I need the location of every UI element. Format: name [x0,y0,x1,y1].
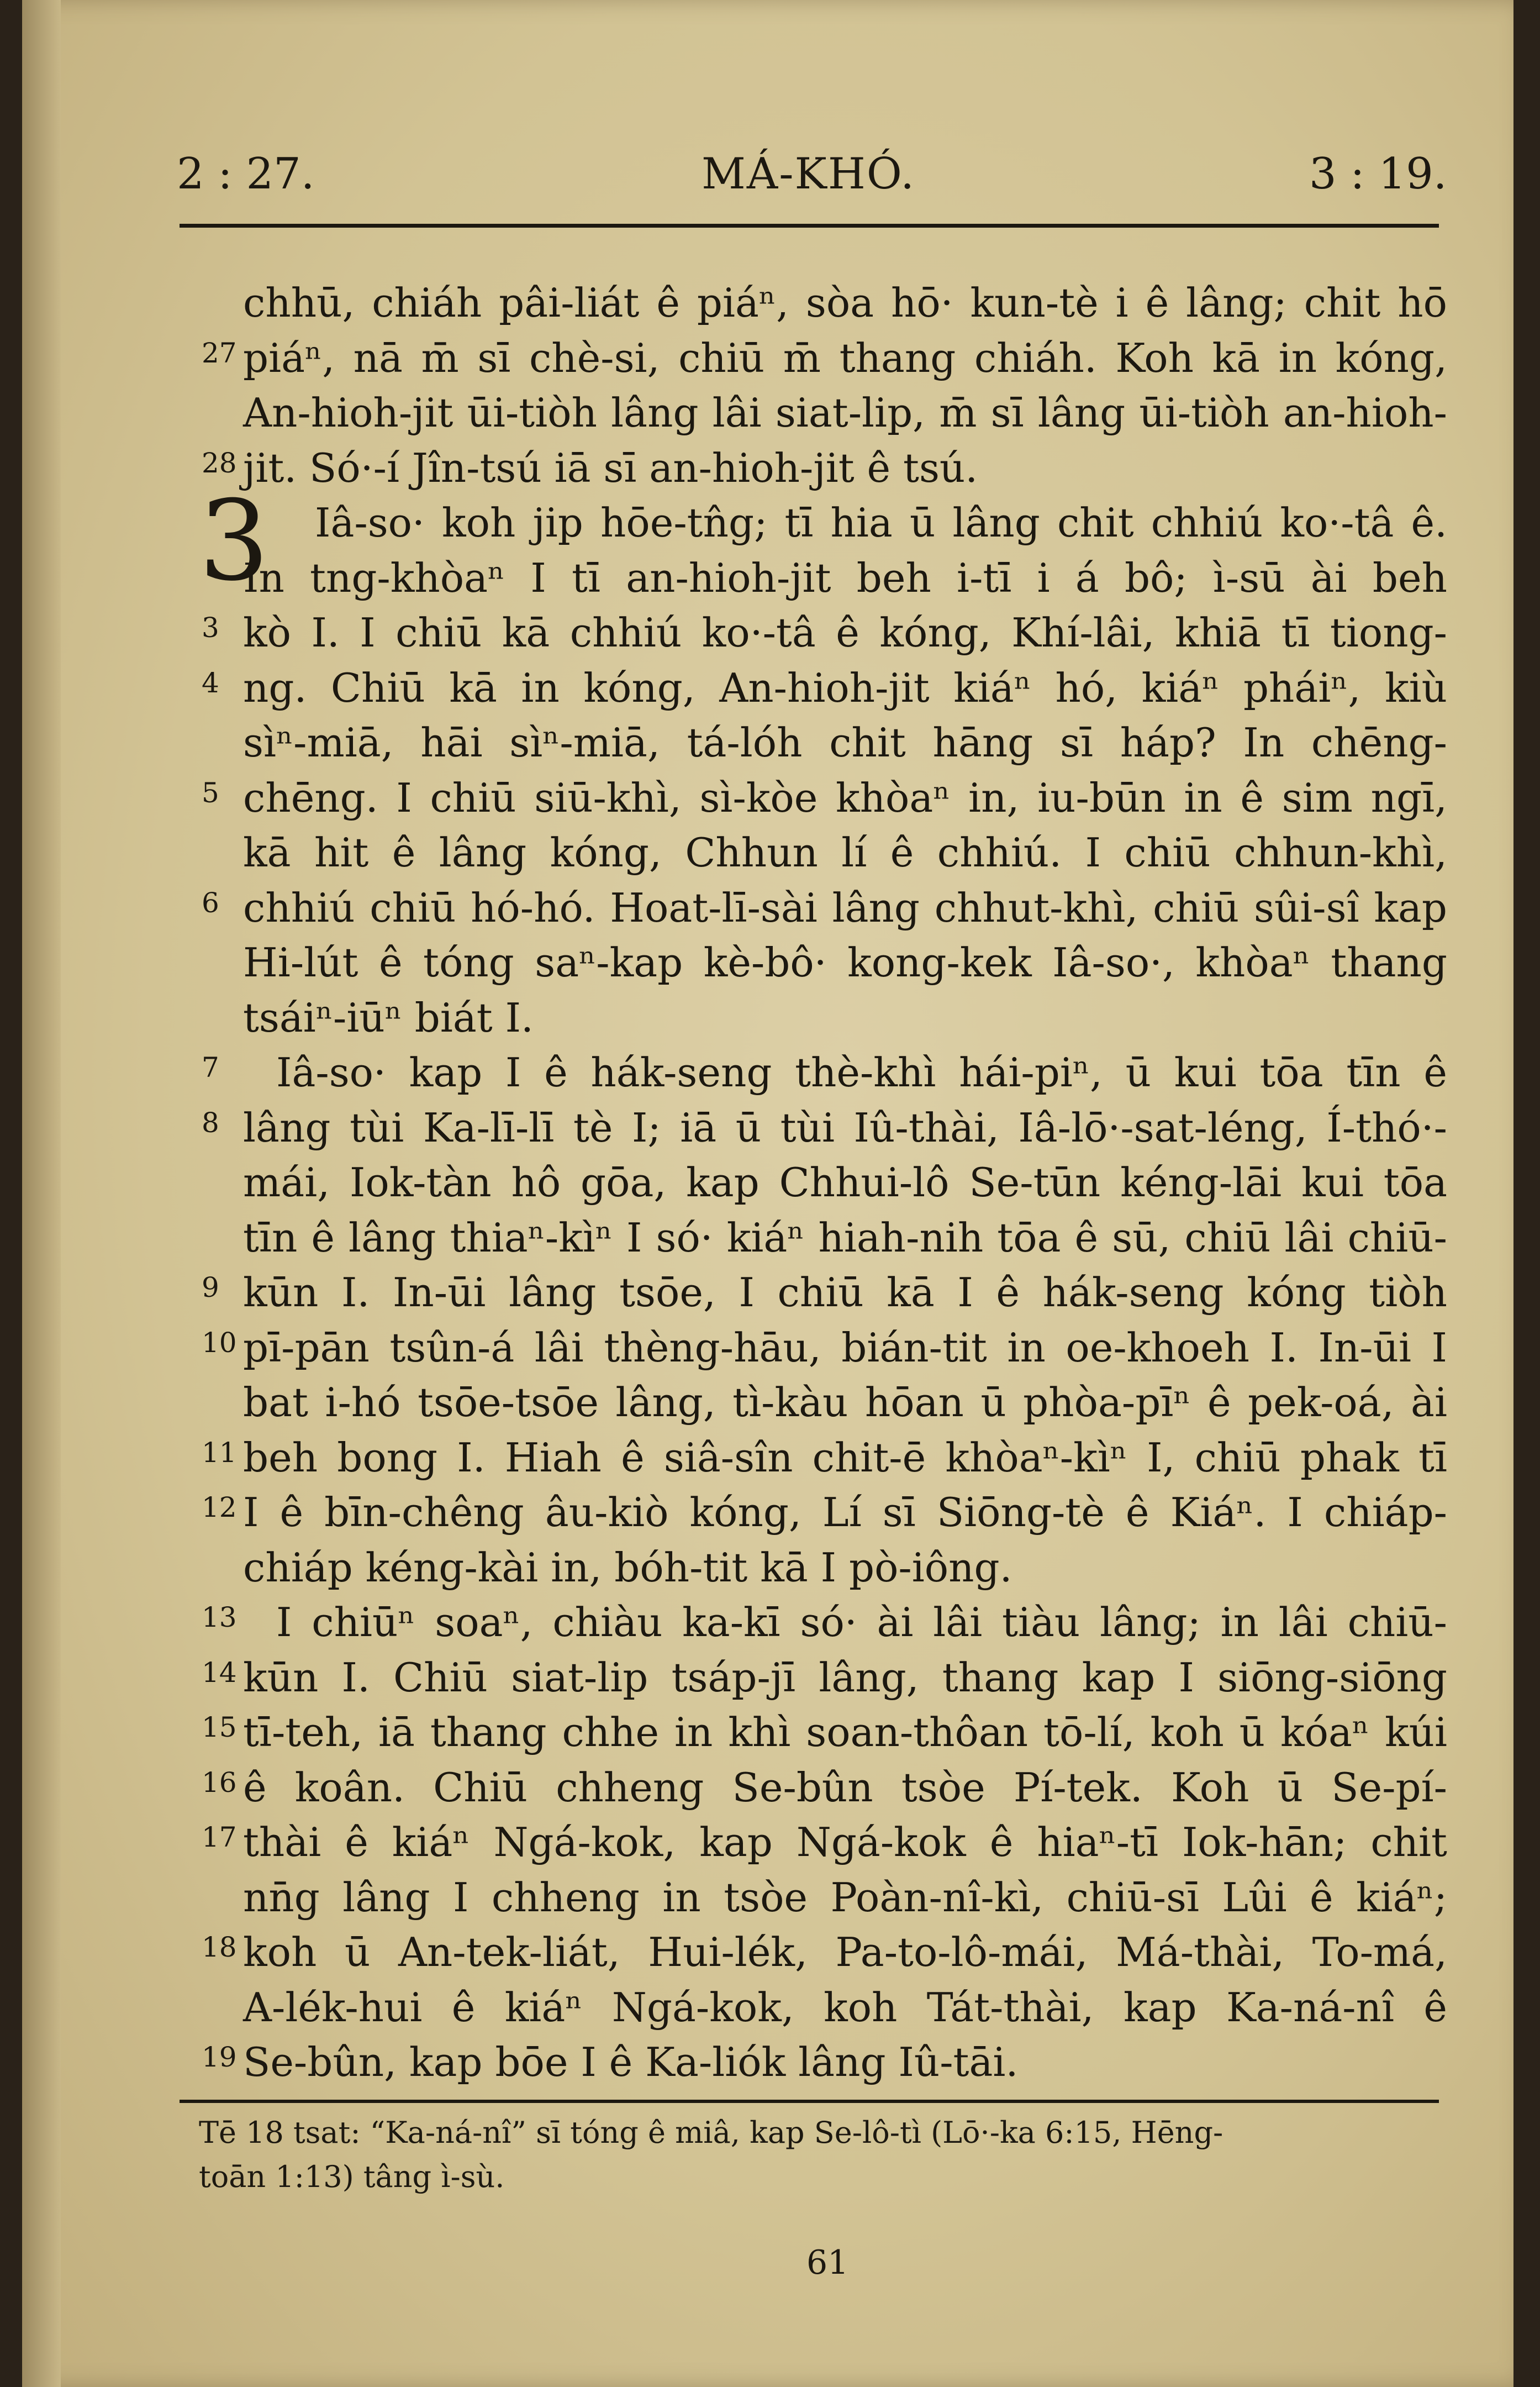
page-number: 61 [806,2243,849,2282]
verse-number: 9 [202,1271,219,1303]
text-line [22,2036,1513,2091]
verse-number: 6 [202,886,219,919]
verse-number: 28 [202,446,237,479]
text-line [22,1541,1513,1596]
text-line [22,386,1513,441]
verse-number: 16 [202,1766,237,1799]
line-text: tī-teh, iā thang chhe in khì soan-thôan tō-lí, koh ū kóaⁿ kúi [243,1709,1447,1755]
text-line [22,606,1513,661]
line-text: kūn I. In-ūi lâng tsōe, I chiū kā I ê hák-seng kóng tiòh [243,1269,1447,1316]
line-text: kūn I. Chiū siat-lip tsáp-jī lâng, thang kap I siōng-siōng [243,1654,1447,1701]
line-text: An-hioh-jit ūi-tiòh lâng lâi siat-lip, m̄ sī lâng ūi-tiòh an-hioh- [243,390,1447,436]
header-rule [180,224,1439,228]
verse-number: 3 [202,612,219,644]
text-line [22,276,1513,332]
line-text: koh ū An-tek-liát, Hui-lék, Pa-to-lô-mái, Má-thài, To-má, [243,1929,1447,1975]
line-text: chiáp kéng-kài in, bóh-tit kā I pò-iông. [243,1544,1012,1591]
line-text: kò I. I chiū kā chhiú ko·-tâ ê kóng, Khí-lâi, khiā tī tiong- [243,609,1447,656]
line-text: sìⁿ-miā, hāi sìⁿ-miā, tá-lóh chit hāng sī háp? In chēng- [243,719,1447,766]
line-text: chhiú chiū hó-hó. Hoat-lī-sài lâng chhut-khì, chiū sûi-sî kap [243,884,1447,931]
line-text: pī-pān tsûn-á lâi thèng-hāu, bián-tit in oe-khoeh I. In-ūi I [243,1324,1447,1371]
text-line [22,1596,1513,1651]
verse-number: 27 [202,337,237,369]
text-line [22,661,1513,717]
text-line [22,1431,1513,1486]
text-line [22,1321,1513,1376]
line-text: tsáiⁿ-iūⁿ biát I. [243,994,534,1041]
running-header-left: 2 : 27. [177,149,315,199]
text-line [22,1816,1513,1871]
verse-number: 17 [202,1821,237,1853]
verse-number: 5 [202,776,219,809]
line-text: In tng-khòaⁿ I tī an-hioh-jit beh i-tī i á bô; ì-sū ài beh [243,554,1447,601]
line-text: ng. Chiū kā in kóng, An-hioh-jit kiáⁿ hó, kiáⁿ pháiⁿ, kiù [243,664,1447,711]
line-text: beh bong I. Hiah ê siâ-sîn chit-ē khòaⁿ-kìⁿ I, chiū phak tī [243,1434,1447,1481]
text-line [22,881,1513,937]
verse-number: 7 [202,1051,219,1084]
footnote-line: toān 1:13) tâng ì-sù. [199,2159,505,2194]
verse-number: 18 [202,1931,237,1963]
footnote-rule [180,2100,1439,2103]
line-text: Iâ-so· kap I ê hák-seng thè-khì hái-piⁿ, ū kui tōa tīn ê [276,1049,1447,1096]
line-text: lâng tùi Ka-lī-lī tè I; iā ū tùi Iû-thài, Iâ-lō·-sat-léng, Í-thó·- [243,1104,1447,1151]
text-line [22,1761,1513,1816]
text-line [22,1101,1513,1156]
line-text: Hi-lút ê tóng saⁿ-kap kè-bô· kong-kek Iâ-so·, khòaⁿ thang [243,939,1447,986]
line-text: tīn ê lâng thiaⁿ-kìⁿ I só· kiáⁿ hiah-nih tōa ê sū, chiū lâi chiū- [243,1214,1447,1261]
text-line [22,1981,1513,2036]
line-text: Iâ-so· koh jip hōe-tn̂g; tī hia ū lâng chit chhiú ko·-tâ ê. [315,500,1447,546]
verse-number: 4 [202,666,219,699]
text-line [22,991,1513,1047]
verse-number: 15 [202,1711,237,1743]
text-line [22,771,1513,827]
running-header-right: 3 : 19. [1309,149,1447,199]
line-text: piáⁿ, nā m̄ sī chè-si, chiū m̄ thang chiáh. Koh kā in kóng, [243,334,1447,381]
text-line [22,332,1513,387]
text-line [22,496,1513,551]
line-text: mái, Iok-tàn hô gōa, kap Chhui-lô Se-tūn kéng-lāi kui tōa [243,1159,1447,1206]
book-page [22,0,1513,2387]
verse-number: 11 [202,1436,237,1469]
text-line [22,1486,1513,1541]
text-line [22,1156,1513,1211]
line-text: Se-bûn, kap bōe I ê Ka-liók lâng Iû-tāi. [243,2039,1019,2085]
verse-number: 10 [202,1326,237,1359]
line-text: I chiūⁿ soaⁿ, chiàu ka-kī só· ài lâi tiàu lâng; in lâi chiū- [276,1599,1447,1645]
text-line [22,1211,1513,1266]
line-text: chēng. I chiū siū-khì, sì-kòe khòaⁿ in, iu-būn in ê sim ngī, [243,774,1447,821]
line-text: kā hit ê lâng kóng, Chhun lí ê chhiú. I chiū chhun-khì, [243,829,1447,876]
text-line [22,1706,1513,1761]
line-text: nn̄g lâng I chheng in tsòe Poàn-nî-kì, chiū-sī Lûi ê kiáⁿ; [243,1874,1447,1921]
line-text: bat i-hó tsōe-tsōe lâng, tì-kàu hōan ū phòa-pīⁿ ê pek-oá, ài [243,1379,1447,1426]
verse-number: 19 [202,2041,237,2073]
text-line [22,1926,1513,1981]
text-line [22,1871,1513,1926]
text-line [22,1651,1513,1706]
verse-number: 8 [202,1106,219,1139]
text-line [22,551,1513,607]
line-text: ê koân. Chiū chheng Se-bûn tsòe Pí-tek. Koh ū Se-pí- [243,1764,1447,1811]
footnote-line: Tē 18 tsat: “Ka-ná-nî” sī tóng ê miâ, kap Se-lô-tì (Lō·-ka 6:15, Hēng- [199,2115,1223,2150]
text-line [22,441,1513,497]
text-line [22,1266,1513,1321]
line-text: I ê bīn-chêng âu-kiò kóng, Lí sī Siōng-tè ê Kiáⁿ. I chiáp- [243,1489,1447,1536]
verse-number: 13 [202,1601,237,1633]
chapter-number: 3 [199,477,270,606]
text-line [22,826,1513,881]
running-header-title: MÁ-KHÓ. [702,149,916,199]
text-line [22,1046,1513,1101]
line-text: chhū, chiáh pâi-liát ê piáⁿ, sòa hō· kun-tè i ê lâng; chit hō [243,280,1447,326]
verse-number: 12 [202,1491,237,1523]
line-text: jit. Só·-í Jîn-tsú iā sī an-hioh-jit ê tsú. [243,444,978,491]
line-text: thài ê kiáⁿ Ngá-kok, kap Ngá-kok ê hiaⁿ-tī Iok-hān; chit [243,1819,1447,1865]
line-text: A-lék-hui ê kiáⁿ Ngá-kok, koh Tát-thài, kap Ka-ná-nî ê [243,1984,1447,2031]
text-line [22,1376,1513,1431]
verse-number: 14 [202,1656,237,1689]
text-line [22,716,1513,771]
text-line [22,936,1513,991]
